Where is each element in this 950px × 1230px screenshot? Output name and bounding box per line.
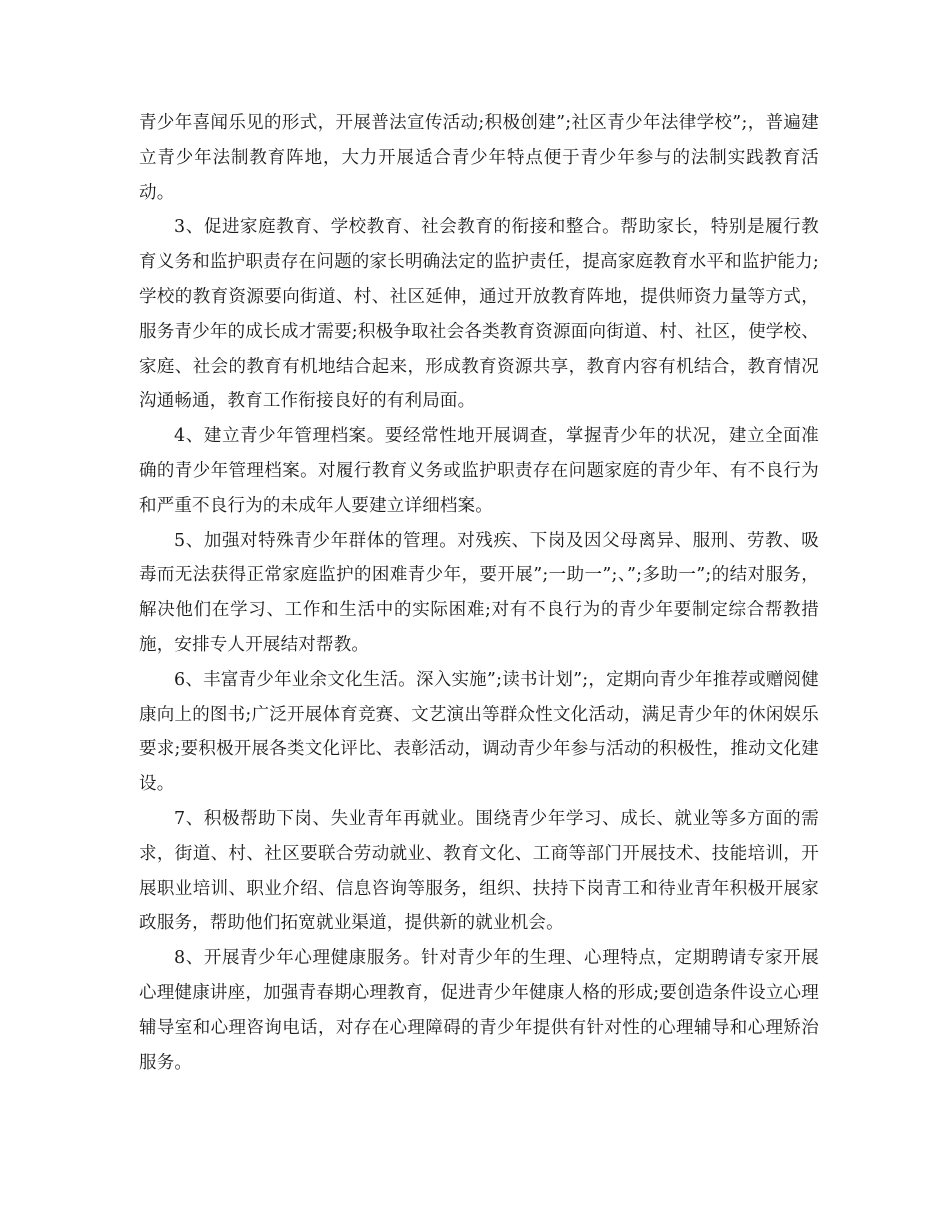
paragraph-continuation: 青少年喜闻乐见的形式，开展普法宣传活动;积极创建”;社区青少年法律学校”;，普遍建立青少年法制教育阵地，大力开展适合青少年特点便于青少年参与的法制实践教育活动。 [139,113,819,203]
paragraph-item-6: 6、丰富青少年业余文化生活。深入实施”;读书计划”;，定期向青少年推荐或赠阅健康向上的图书;广泛开展体育竞赛、文艺演出等群众性文化活动，满足青少年的休闲娱乐要求;要积极开展各类文化评比、表彰活动，调动青少年参与活动的积极性，推动文化建设。 [139,669,819,795]
paragraph-item-3: 3、促进家庭教育、学校教育、社会教育的衔接和整合。帮助家长，特别是履行教育义务和监护职责存在问题的家长明确法定的监护责任，提高家庭教育水平和监护能力;学校的教育资源要向街道、村、社区延伸，通过开放教育阵地，提供师资力量等方式，服务青少年的成长成才需要;积极争取社会各类教育资源面向街道、村、社区，使学校、家庭、社会的教育有机地结合起来，形成教育资源共享，教育内容有机结合，教育情况沟通畅通，教育工作衔接良好的有利局面。 [139,217,819,412]
document-body [139,106,819,1080]
paragraph-item-5: 5、加强对特殊青少年群体的管理。对残疾、下岗及因父母离异、服刑、劳教、吸毒而无法获得正常家庭监护的困难青少年，要开展”;一助一”;、”;多助一”;的结对服务，解决他们在学习、工作和生活中的实际困难;对有不良行为的青少年要制定综合帮教措施，安排专人开展结对帮教。 [139,530,819,655]
paragraph-item-8: 8、开展青少年心理健康服务。针对青少年的生理、心理特点，定期聘请专家开展心理健康讲座，加强青春期心理教育，促进青少年健康人格的形成;要创造条件设立心理辅导室和心理咨询电话，对存在心理障碍的青少年提供有针对性的心理辅导和心理矫治服务。 [139,948,819,1073]
paragraph-item-4: 4、建立青少年管理档案。要经常性地开展调查，掌握青少年的状况，建立全面准确的青少年管理档案。对履行教育义务或监护职责存在问题家庭的青少年、有不良行为和严重不良行为的未成年人要建立详细档案。 [139,426,819,516]
paragraph-item-7: 7、积极帮助下岗、失业青年再就业。围绕青少年学习、成长、就业等多方面的需求，街道、村、社区要联合劳动就业、教育文化、工商等部门开展技术、技能培训，开展职业培训、职业介绍、信息咨询等服务，组织、扶持下岗青工和待业青年积极开展家政服务，帮助他们拓宽就业渠道，提供新的就业机会。 [139,808,819,934]
